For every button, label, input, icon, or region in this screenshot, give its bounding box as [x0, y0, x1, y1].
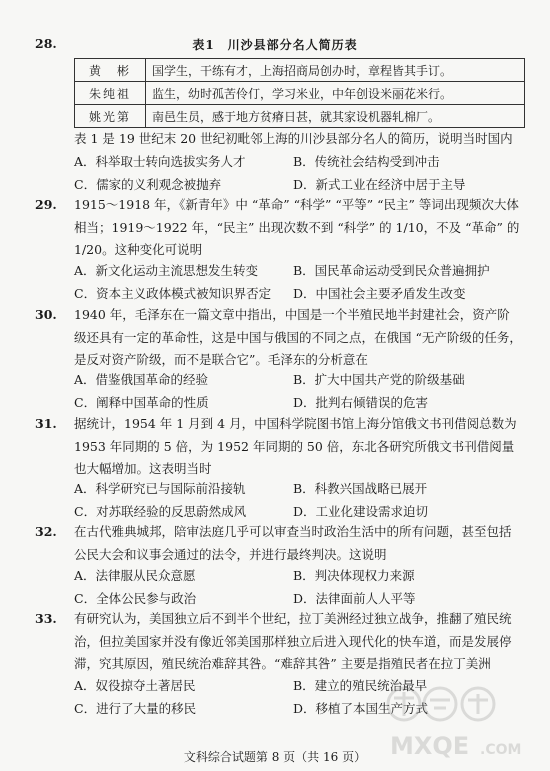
question-stem: 1915～1918 年，《新青年》中 “革命” “科学” “平等” “民主” 等词出现频次大体相当；1919～1922 年，“民主” 出现次数不到 “科学” 的 1/10，不及 “革命” 的 1/20。这种变化可说明	[74, 197, 520, 257]
table-caption: 表1 川沙县部分名人简历表	[192, 38, 358, 52]
option-a: A．法律服从民众意愿	[74, 568, 196, 583]
option-d: D．法律面前人人平等	[293, 591, 416, 606]
option-c: C．阐释中国革命的性质	[74, 395, 209, 410]
table-cell-name: 黄 彬	[75, 59, 146, 82]
question-number: 30.	[35, 307, 57, 322]
option-b: B．建立的殖民统治最早	[293, 678, 428, 693]
table-row	[75, 105, 525, 128]
table-cell-desc: 国学生，干练有才，上海招商局创办时，章程皆其手订。	[146, 59, 525, 82]
option-a: A．科举取士转向选拔实务人才	[74, 154, 246, 169]
question-number: 32.	[35, 524, 57, 539]
option-c: C．儒家的义利观念被抛弃	[74, 177, 222, 192]
page-footer: 文科综合试题第 8 页（共 16 页）	[183, 750, 367, 764]
option-d: D．中国社会主要矛盾发生改变	[293, 286, 466, 301]
option-c: C．进行了大量的移民	[74, 701, 197, 716]
svg-text:MXQE: MXQE	[390, 732, 470, 760]
option-b: B．判决体现权力来源	[293, 568, 415, 583]
option-b: B．传统社会结构受到冲击	[293, 154, 440, 169]
question-number: 31.	[35, 416, 57, 431]
options	[74, 259, 524, 305]
option-d: D．新式工业在经济中居于主导	[293, 177, 466, 192]
option-b: B．扩大中国共产党的阶级基础	[293, 372, 465, 387]
watermark-logo	[382, 678, 532, 766]
options	[74, 477, 524, 523]
option-c: C．全体公民参与政治	[74, 591, 197, 606]
option-b: B．国民革命运动受到民众普遍拥护	[293, 263, 490, 278]
option-a: A．借鉴俄国革命的经验	[74, 372, 209, 387]
table-row	[75, 82, 525, 105]
svg-text:.COM: .COM	[480, 742, 522, 758]
option-d: D．工业化建设需求迫切	[293, 504, 429, 519]
question-stem: 表 1 是 19 世纪末 20 世纪初毗邻上海的川沙县部分名人的简历，说明当时国内	[74, 131, 513, 146]
question-number: 29.	[35, 197, 57, 212]
biography-table	[74, 58, 525, 128]
table-cell-desc: 南邑生员，感于地方贫瘠日甚，就其家设机器轧棉厂。	[146, 105, 525, 128]
options	[74, 368, 524, 414]
option-c: C．资本主义政体模式被知识界否定	[74, 286, 272, 301]
table-row	[75, 59, 525, 82]
question-stem: 据统计，1954 年 1 月到 4 月，中国科学院图书馆上海分馆俄文书刊借阅总数为 1953 年同期的 5 倍，为 1952 年同期的 50 倍，东北各研究所俄文书刊借阅量也大幅增加。这表明当时	[74, 416, 517, 476]
question-number: 28.	[35, 36, 57, 51]
option-a: A．科学研究已与国际前沿接轨	[74, 481, 246, 496]
question-stem: 在古代雅典城邦，陪审法庭几乎可以审查当时政治生活中的所有问题，甚至包括公民大会和议事会通过的法令，并进行最终判决。这说明	[74, 524, 512, 562]
option-d: D．批判右倾错误的危害	[293, 395, 429, 410]
table-cell-desc: 监生，幼时孤苦伶仃，学习米业，中年创设米丽花米行。	[146, 82, 525, 105]
question-stem: 有研究认为，美国独立后不到半个世纪，拉丁美洲经过独立战争，推翻了殖民统治，但拉美国家并没有像近邻美国那样独立后进入现代化的快车道，而是发展停滞，究其原因，殖民统治难辞其咎。“难辞其咎” 主要是指殖民者在拉丁美洲	[74, 611, 512, 671]
table-cell-name: 姚光第	[75, 105, 146, 128]
options	[74, 564, 524, 610]
table-cell-name: 朱纯祖	[75, 82, 146, 105]
option-b: B．科教兴国战略已展开	[293, 481, 428, 496]
options	[74, 150, 524, 196]
option-d: D．移植了本国生产方式	[293, 701, 429, 716]
option-c: C．对苏联经验的反思蔚然成风	[74, 504, 247, 519]
question-stem: 1940 年，毛泽东在一篇文章中指出，中国是一个半殖民地半封建社会，资产阶级还具有一定的革命性，这是中国与俄国的不同之点，在俄国 “无产阶级的任务，是反对资产阶级，而不是联合它”。毛泽东的分析意在	[74, 307, 522, 367]
option-a: A．新文化运动主流思想发生转变	[74, 263, 259, 278]
question-number: 33.	[35, 611, 57, 626]
option-a: A．奴役掠夺土著居民	[74, 678, 196, 693]
